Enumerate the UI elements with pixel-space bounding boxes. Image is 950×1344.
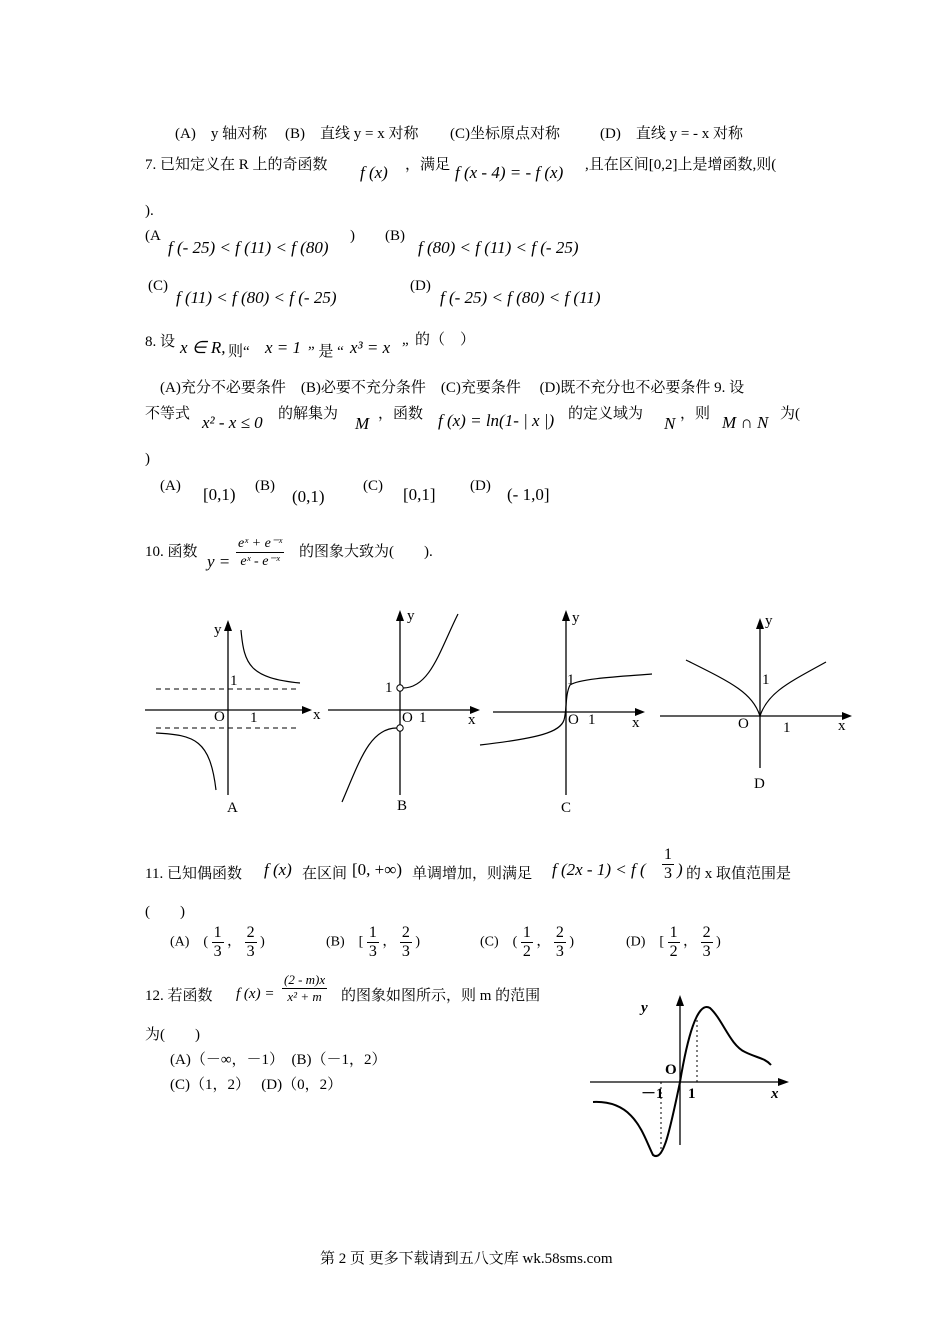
q12-fraction — [282, 972, 327, 1005]
q11-a-comma: ， — [227, 934, 242, 950]
q11-a-d1: 3 — [213, 943, 222, 960]
q11-c-n1: 1 — [522, 924, 531, 941]
q9-line-e: ，则 — [680, 406, 711, 422]
q11-stem-d: 的 x 取值范围是 — [686, 866, 792, 882]
q9-intersection: M ∩ N — [722, 413, 769, 432]
q11-option-b-close: ) — [415, 934, 420, 950]
q9-option-d: (- 1,0] — [507, 485, 550, 504]
q8-stem-b: 则“ — [228, 344, 250, 360]
q11-stem-c: 单调增加，则满足 — [412, 866, 533, 882]
q11-b-n1: 1 — [368, 924, 377, 941]
q11-condition-a: f (2x - 1) < f ( — [552, 860, 646, 879]
q8-x-in-r: x ∈ R, — [180, 338, 226, 357]
graph-b-curve-lower — [342, 728, 397, 802]
q12-options-ab: (A)（－∞，－1） (B)（－1，2） — [170, 1052, 387, 1068]
q8-stem-d: ” — [402, 340, 409, 356]
q11-option-d-label: (D) [ — [626, 934, 665, 950]
graph-c-y-arrow — [562, 610, 570, 621]
q12-numerator: (2 - m)x — [284, 972, 326, 987]
q7-option-a-label: (A — [145, 228, 161, 244]
q8-stem-c: ” 是 “ — [308, 344, 344, 360]
q9-option-b-label: (B) — [255, 478, 275, 494]
q12-denominator: x² + m — [287, 989, 322, 1004]
q10-stem-b: 的图象大致为( ). — [299, 544, 433, 560]
q11-c-d1: 2 — [522, 943, 531, 960]
q9-option-c-label: (C) — [363, 478, 383, 494]
q8-stem-a: 8. 设 — [145, 334, 176, 350]
q7-option-d: f (- 25) < f (80) < f (11) — [440, 288, 601, 307]
q11-c-comma: ， — [536, 934, 551, 950]
q12-y-label: y — [641, 1000, 648, 1016]
q12-neg1-label: －1 — [641, 1086, 664, 1102]
q9-option-c: [0,1] — [403, 485, 436, 504]
q8-condition-1: x = 1 — [265, 338, 302, 357]
graph-d-curve — [686, 660, 826, 716]
q7-stem-end: ). — [145, 203, 154, 219]
q10-stem-a: 10. 函数 — [145, 544, 198, 560]
q12-one-label: 1 — [688, 1086, 696, 1102]
q11-a-n1: 1 — [213, 924, 222, 941]
q12-fx-eq: f (x) = — [236, 986, 275, 1002]
graph-c-x-label: x — [632, 715, 640, 731]
q11-option-c-label: (C) ( — [480, 934, 518, 950]
q11-option-b-label: (B) [ — [326, 934, 364, 950]
q11-b-n2: 2 — [401, 924, 410, 941]
q11-option-d — [626, 924, 721, 961]
q11-d-n2: 2 — [702, 924, 711, 941]
q7-option-a: f (- 25) < f (11) < f (80) — [168, 238, 329, 257]
q9-set-n: N — [664, 414, 676, 433]
q10-numerator: eˣ + e⁻ˣ — [238, 536, 283, 551]
q12-graph — [585, 990, 795, 1165]
q9-line-b: 的解集为 — [278, 406, 339, 422]
q11-fx: f (x) — [264, 860, 292, 879]
q11-condition-frac — [662, 846, 674, 883]
q9-option-d-label: (D) — [470, 478, 491, 494]
q11-b-d2: 3 — [401, 943, 410, 960]
page-footer: 第 2 页 更多下载请到五八文库 wk.58sms.com — [320, 1251, 613, 1267]
q12-options-cd: (C)（1，2） (D)（0，2） — [170, 1077, 343, 1093]
q7-option-c-label: (C) — [148, 278, 168, 294]
q12-x-arrow — [778, 1078, 789, 1086]
q12-stem-b: 的图象如图所示，则 m 的范围 — [341, 988, 541, 1004]
q9-option-a-label: (A) — [160, 478, 181, 494]
q9-set-m: M — [355, 414, 370, 433]
graph-d-origin-label: O — [738, 716, 749, 732]
q11-b-d1: 3 — [368, 943, 377, 960]
graph-b-one-x-label: 1 — [419, 710, 427, 726]
q9-line-c: ，函数 — [378, 406, 424, 422]
graph-a-curve-right — [241, 630, 300, 683]
q10-y-eq: y = — [207, 552, 231, 571]
graph-d-y-arrow — [756, 618, 764, 629]
graph-b — [328, 608, 480, 814]
q7-stem-b: ，满足 — [405, 157, 451, 173]
q11-interval: [0, +∞) — [352, 860, 403, 879]
q11-option-b — [326, 924, 420, 961]
graph-a-x-arrow — [302, 706, 312, 714]
graph-a-one-label: 1 — [230, 673, 238, 689]
q9-function: f (x) = ln(1- | x |) — [438, 411, 555, 430]
q9-line-f: 为( — [780, 406, 800, 422]
graph-c — [480, 610, 652, 816]
q10-fraction — [236, 535, 284, 570]
q11-a-d2: 3 — [246, 943, 255, 960]
q7-option-a-close: ) — [350, 228, 355, 244]
graph-a-y-label: y — [214, 622, 222, 638]
q7-option-b: f (80) < f (11) < f (- 25) — [418, 238, 579, 257]
graph-a-label: A — [227, 800, 238, 816]
graph-b-open-point-upper — [397, 685, 403, 691]
graph-d-one-x-label: 1 — [783, 720, 791, 736]
graph-d-one-label: 1 — [762, 672, 770, 688]
graph-a-y-arrow — [224, 620, 232, 631]
graph-d — [660, 613, 852, 792]
q12-x-label: x — [771, 1086, 779, 1102]
graph-b-curve-upper — [403, 614, 458, 688]
graph-b-one-label: 1 — [385, 680, 393, 696]
q11-frac-denominator: 3 — [664, 865, 672, 882]
q7-fx: f (x) — [360, 163, 388, 182]
graph-c-label: C — [561, 800, 572, 816]
graph-d-x-label: x — [838, 718, 846, 734]
q7-stem-a: 7. 已知定义在 R 上的奇函数 — [145, 157, 328, 173]
q7-option-d-label: (D) — [410, 278, 431, 294]
q10-denominator: eˣ - e⁻ˣ — [240, 554, 280, 569]
graph-b-y-arrow — [396, 610, 404, 621]
q8-condition-2: x³ = x — [350, 338, 391, 357]
q11-b-comma: ， — [382, 934, 397, 950]
q11-d-d2: 3 — [702, 943, 711, 960]
graph-a-curve-left — [156, 733, 216, 790]
q12-origin-label: O — [665, 1062, 677, 1078]
graph-d-y-label: y — [765, 613, 773, 629]
graph-c-one-label: 1 — [567, 672, 575, 688]
q11-d-d1: 2 — [669, 943, 678, 960]
graph-c-y-label: y — [572, 610, 580, 626]
q11-option-a — [170, 924, 265, 961]
q11-d-comma: ， — [683, 934, 698, 950]
q9-line-a: 不等式 — [145, 406, 191, 422]
q11-c-n2: 2 — [555, 924, 564, 941]
graph-c-one-x-label: 1 — [588, 712, 596, 728]
q11-condition-b: ) — [677, 860, 683, 879]
graph-a-origin-label: O — [214, 709, 225, 725]
q11-option-c-close: ) — [569, 934, 574, 950]
graph-c-origin-label: O — [568, 712, 579, 728]
graph-b-origin-label: O — [402, 710, 413, 726]
q7-stem-c: ,且在区间[0,2]上是增函数,则( — [585, 157, 777, 173]
q7-condition: f (x - 4) = - f (x) — [455, 163, 564, 182]
graph-b-label: B — [397, 798, 408, 814]
graph-d-label: D — [754, 776, 765, 792]
q9-close: ) — [145, 451, 150, 467]
q6-option-a: (A) y 轴对称 — [175, 126, 268, 142]
q12-y-arrow — [676, 995, 684, 1006]
q11-stem-a: 11. 已知偶函数 — [145, 866, 242, 882]
q9-line-d: 的定义域为 — [568, 406, 644, 422]
q11-c-d2: 3 — [555, 943, 564, 960]
q11-frac-numerator: 1 — [664, 846, 672, 863]
q11-option-a-label: (A) ( — [170, 934, 209, 950]
q7-option-c: f (11) < f (80) < f (- 25) — [176, 288, 337, 307]
graph-a-x-label: x — [313, 707, 321, 723]
q7-option-b-label: (B) — [385, 228, 405, 244]
q11-option-c — [480, 924, 574, 961]
graph-a-one-x-label: 1 — [250, 710, 258, 726]
q11-a-n2: 2 — [246, 924, 255, 941]
q11-stem-b: 在区间 — [302, 866, 348, 882]
q9-inequality: x² - x ≤ 0 — [202, 413, 263, 432]
graph-b-y-label: y — [407, 608, 415, 624]
q9-option-a: [0,1) — [203, 485, 236, 504]
q9-option-b: (0,1) — [292, 487, 325, 506]
q11-option-d-close: ) — [716, 934, 721, 950]
q6-option-d: (D) 直线 y = - x 对称 — [600, 126, 744, 142]
q8-options: (A)充分不必要条件 (B)必要不充分条件 (C)充要条件 (D)既不充分也不必要条件 9. 设 — [160, 380, 745, 396]
q12-stem-a: 12. 若函数 — [145, 988, 213, 1004]
q10-graphs — [140, 600, 860, 825]
q11-paren: ( ) — [145, 904, 185, 920]
graph-a — [145, 620, 321, 816]
q6-option-c: (C)坐标原点对称 — [450, 126, 560, 142]
q8-stem-e: 的（ ） — [415, 332, 476, 348]
graph-b-x-label: x — [468, 712, 476, 728]
q12-stem-c: 为( ) — [145, 1027, 200, 1043]
q11-d-n1: 1 — [669, 924, 678, 941]
q6-option-b: (B) 直线 y = x 对称 — [285, 126, 419, 142]
q11-option-a-close: ) — [260, 934, 265, 950]
